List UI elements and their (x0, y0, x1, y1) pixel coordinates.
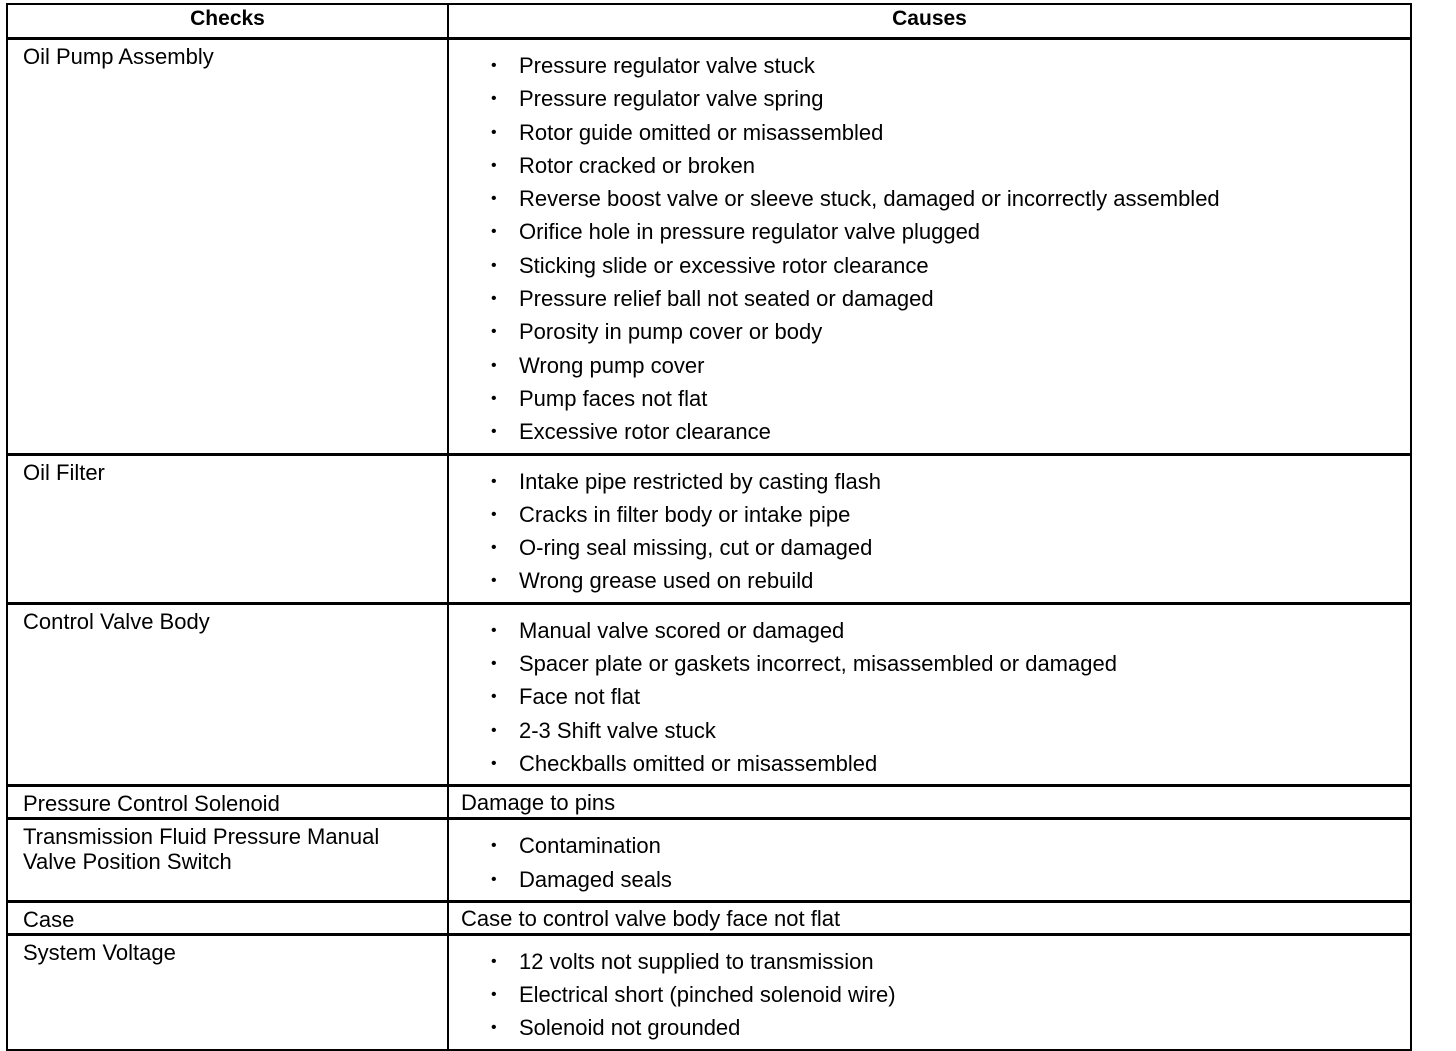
bullet-icon: • (491, 1019, 497, 1037)
list-item (491, 714, 1400, 747)
header-checks: Checks (7, 4, 448, 39)
check-cell: Oil Filter (7, 454, 448, 603)
cause-text: Contamination (519, 833, 661, 859)
bullet-icon: • (491, 837, 497, 855)
check-cell: Oil Pump Assembly (7, 39, 448, 455)
cause-text: Manual valve scored or damaged (519, 617, 845, 643)
causes-cell (448, 901, 1411, 934)
bullet-icon: • (491, 256, 497, 274)
table-row (7, 934, 1411, 1049)
bullet-icon: • (491, 290, 497, 308)
list-item (491, 349, 1400, 382)
bullet-icon: • (491, 90, 497, 108)
bullet-icon: • (491, 423, 497, 441)
bullet-icon: • (491, 123, 497, 141)
causes-cell (448, 454, 1411, 603)
causes-list (461, 820, 1400, 900)
causes-list (461, 605, 1400, 784)
cause-text: Damage to pins (461, 790, 616, 816)
check-cell: Pressure Control Solenoid (7, 786, 448, 819)
bullet-icon: • (491, 389, 497, 407)
list-item (491, 249, 1400, 282)
check-cell: Transmission Fluid Pressure Manual Valve Position Switch (7, 819, 448, 902)
list-item (491, 1011, 1400, 1044)
diagnosis-table-page (6, 3, 1410, 1051)
list-item (491, 415, 1400, 448)
list-item (491, 531, 1400, 564)
bullet-icon: • (491, 472, 497, 490)
causes-list (461, 936, 1400, 1049)
cause-text: Pressure regulator valve stuck (519, 53, 815, 78)
check-cell: System Voltage (7, 934, 448, 1049)
cause-text: Sticking slide or excessive rotor clearance (519, 252, 929, 278)
cause-text: Electrical short (pinched solenoid wire) (519, 982, 896, 1008)
bullet-icon: • (491, 190, 497, 208)
list-item (491, 149, 1400, 182)
causes-cell (448, 786, 1411, 819)
list-item (491, 382, 1400, 415)
bullet-icon: • (491, 57, 497, 74)
list-item (491, 680, 1400, 713)
cause-text: Damaged seals (519, 866, 672, 892)
bullet-icon: • (491, 721, 497, 739)
bullet-icon: • (491, 505, 497, 523)
cause-text: Pressure relief ball not seated or damaged (519, 286, 934, 312)
table-header-row (7, 4, 1411, 39)
check-cell: Control Valve Body (7, 603, 448, 785)
list-item (491, 315, 1400, 348)
list-item (491, 978, 1400, 1011)
cause-text: Orifice hole in pressure regulator valve plugged (519, 219, 981, 245)
table-row (7, 786, 1411, 819)
list-item (491, 182, 1400, 215)
causes-cell (448, 934, 1411, 1049)
list-item (491, 215, 1400, 248)
causes-cell (448, 39, 1411, 455)
table-row (7, 454, 1411, 603)
bullet-icon: • (491, 539, 497, 557)
cause-text: Pump faces not flat (519, 385, 708, 411)
bullet-icon: • (491, 156, 497, 174)
cause-text: Reverse boost valve or sleeve stuck, damaged or incorrectly assembled (519, 186, 1220, 212)
bullet-icon: • (491, 688, 497, 706)
cause-text: Rotor cracked or broken (519, 152, 755, 178)
cause-text: Rotor guide omitted or misassembled (519, 119, 884, 145)
list-item (491, 49, 1400, 82)
cause-text: Face not flat (519, 684, 641, 710)
list-item (491, 498, 1400, 531)
cause-text: Wrong grease used on rebuild (519, 568, 814, 594)
cause-text: Cracks in filter body or intake pipe (519, 501, 851, 527)
cause-text: Spacer plate or gaskets incorrect, misassembled or damaged (519, 651, 1117, 677)
causes-cell (448, 603, 1411, 785)
bullet-icon: • (491, 870, 497, 888)
header-causes: Causes (448, 4, 1411, 39)
list-item (491, 564, 1400, 597)
bullet-icon: • (491, 621, 497, 639)
list-item (491, 647, 1400, 680)
bullet-icon: • (491, 323, 497, 341)
causes-list (461, 456, 1400, 602)
cause-text: Porosity in pump cover or body (519, 319, 823, 345)
cause-text: Checkballs omitted or misassembled (519, 750, 878, 776)
bullet-icon: • (491, 754, 497, 772)
list-item (491, 614, 1400, 647)
bullet-icon: • (491, 572, 497, 590)
bullet-icon: • (491, 986, 497, 1004)
checks-causes-table (6, 3, 1412, 1051)
bullet-icon: • (491, 952, 497, 970)
cause-text: Pressure regulator valve spring (519, 86, 824, 112)
list-item (491, 863, 1400, 896)
list-item (491, 747, 1400, 780)
cause-text: Wrong pump cover (519, 352, 705, 378)
list-item (491, 465, 1400, 498)
bullet-icon: • (491, 655, 497, 673)
list-item (491, 829, 1400, 862)
cause-text: Intake pipe restricted by casting flash (519, 468, 881, 494)
table-row (7, 39, 1411, 455)
table-row (7, 901, 1411, 934)
causes-cell (448, 819, 1411, 902)
list-item (491, 116, 1400, 149)
cause-text: Solenoid not grounded (519, 1015, 741, 1041)
cause-text: Excessive rotor clearance (519, 419, 771, 445)
list-item (491, 945, 1400, 978)
cause-text: O-ring seal missing, cut or damaged (519, 535, 873, 561)
table-row (7, 603, 1411, 785)
table-row (7, 819, 1411, 902)
cause-text: 12 volts not supplied to transmission (519, 948, 874, 974)
list-item (491, 282, 1400, 315)
bullet-icon: • (491, 223, 497, 241)
check-cell: Case (7, 901, 448, 934)
cause-text: 2-3 Shift valve stuck (519, 717, 716, 743)
causes-list (461, 40, 1400, 453)
bullet-icon: • (491, 356, 497, 374)
list-item (491, 82, 1400, 115)
cause-text: Case to control valve body face not flat (461, 905, 841, 931)
